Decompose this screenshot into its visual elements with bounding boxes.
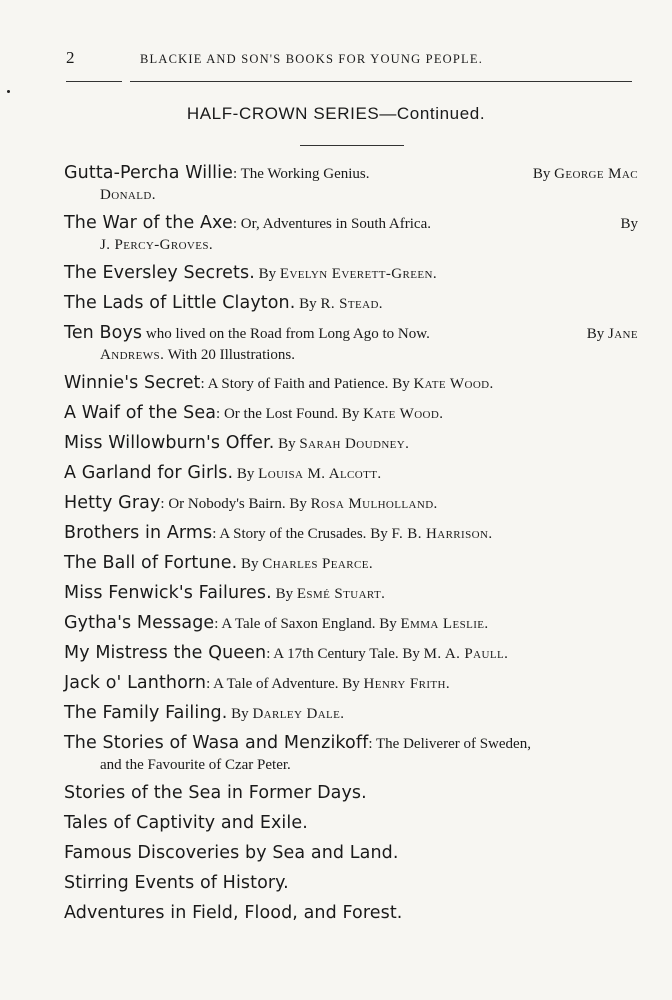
book-entry bbox=[64, 322, 638, 365]
book-title: Stories of the Sea in Former Days. bbox=[64, 783, 367, 803]
book-subtitle: : A 17th Century Tale. bbox=[266, 646, 399, 662]
book-author: Jane bbox=[607, 326, 638, 342]
book-author: Kate Wood. bbox=[363, 406, 444, 422]
book-title: Brothers in Arms bbox=[64, 523, 213, 543]
book-entry bbox=[64, 812, 638, 835]
book-author: George Mac bbox=[554, 166, 638, 182]
book-title: The War of the Axe bbox=[64, 213, 233, 233]
by-label: By bbox=[275, 586, 294, 602]
page-number: 2 bbox=[66, 48, 75, 67]
book-entry bbox=[64, 402, 638, 425]
book-author: Emma Leslie. bbox=[400, 616, 489, 632]
book-author-continued: Andrews. bbox=[100, 347, 165, 363]
book-title: The Ball of Fortune. bbox=[64, 553, 238, 573]
book-entry bbox=[64, 842, 638, 865]
book-subtitle: : Or, Adventures in South Africa. bbox=[232, 216, 431, 232]
book-title: Famous Discoveries by Sea and Land. bbox=[64, 843, 399, 863]
ink-speck bbox=[7, 90, 10, 93]
book-author: Darley Dale. bbox=[252, 706, 345, 722]
book-title: Miss Willowburn's Offer. bbox=[64, 433, 275, 453]
header-rule-left bbox=[66, 81, 122, 82]
book-title: The Lads of Little Clayton. bbox=[64, 293, 296, 313]
series-title: HALF-CROWN SERIES—Continued. bbox=[186, 104, 486, 123]
by-label: By bbox=[241, 556, 259, 572]
by-label: By bbox=[532, 166, 551, 182]
book-list bbox=[64, 162, 638, 925]
book-entry bbox=[64, 642, 638, 665]
by-label: By bbox=[620, 216, 638, 232]
book-title: A Garland for Girls. bbox=[64, 463, 234, 483]
header-rule-right bbox=[130, 81, 632, 82]
series-title-rule bbox=[300, 145, 404, 146]
by-label: By bbox=[392, 376, 410, 392]
by-label: By bbox=[342, 676, 360, 692]
by-label: By bbox=[341, 406, 360, 422]
book-subtitle: : A Story of the Crusades. bbox=[212, 526, 367, 542]
book-author: Charles Pearce. bbox=[262, 556, 373, 572]
book-subtitle: : A Tale of Saxon England. bbox=[214, 616, 376, 632]
book-title: Gytha's Message bbox=[64, 613, 215, 633]
by-label: By bbox=[231, 706, 249, 722]
book-author-continued: Donald. bbox=[100, 187, 156, 203]
book-author: Louisa M. Alcott. bbox=[258, 466, 382, 482]
book-title: The Stories of Wasa and Menzikoff bbox=[64, 733, 369, 753]
by-label: By bbox=[299, 296, 317, 312]
book-author: Kate Wood. bbox=[413, 376, 494, 392]
book-entry bbox=[64, 212, 638, 255]
book-entry bbox=[64, 872, 638, 895]
page-header bbox=[66, 48, 632, 72]
book-title: A Waif of the Sea bbox=[64, 403, 217, 423]
book-author: Evelyn Everett-Green. bbox=[279, 266, 437, 282]
book-title: Gutta-Percha Willie bbox=[64, 163, 233, 183]
book-author: R. Stead. bbox=[320, 296, 383, 312]
by-label: By bbox=[586, 326, 605, 342]
book-subtitle: : The Working Genius. bbox=[232, 166, 370, 182]
book-subtitle: : Or the Lost Found. bbox=[216, 406, 339, 422]
book-entry bbox=[64, 292, 638, 315]
by-label: By bbox=[379, 616, 397, 632]
book-author: Henry Frith. bbox=[363, 676, 450, 692]
book-entry bbox=[64, 262, 638, 285]
book-entry bbox=[64, 492, 638, 515]
book-entry bbox=[64, 702, 638, 725]
by-label: By bbox=[236, 466, 255, 482]
by-label: By bbox=[370, 526, 388, 542]
book-entry bbox=[64, 582, 638, 605]
book-title: Adventures in Field, Flood, and Forest. bbox=[64, 903, 403, 923]
book-entry bbox=[64, 672, 638, 695]
by-label: By bbox=[402, 646, 420, 662]
book-author: Esmé Stuart. bbox=[296, 586, 386, 602]
book-author: Sarah Doudney. bbox=[299, 436, 410, 452]
by-label: By bbox=[289, 496, 307, 512]
book-note: With 20 Illustrations. bbox=[164, 347, 296, 363]
book-author: J. Percy-Groves. bbox=[100, 237, 214, 253]
book-subtitle-continued: and the Favourite of Czar Peter. bbox=[100, 757, 291, 773]
book-entry bbox=[64, 372, 638, 395]
book-entry bbox=[64, 902, 638, 925]
book-subtitle: : The Deliverer of Sweden, bbox=[368, 736, 531, 752]
book-title: My Mistress the Queen bbox=[64, 643, 267, 663]
book-author: M. A. Paull. bbox=[423, 646, 509, 662]
book-subtitle: : A Tale of Adventure. bbox=[206, 676, 339, 692]
book-subtitle: who lived on the Road from Long Ago to Now. bbox=[142, 326, 430, 342]
book-entry bbox=[64, 462, 638, 485]
book-entry bbox=[64, 162, 638, 205]
book-subtitle: : A Story of Faith and Patience. bbox=[200, 376, 389, 392]
book-title: Stirring Events of History. bbox=[64, 873, 289, 893]
book-title: The Family Failing. bbox=[64, 703, 228, 723]
book-author: Rosa Mulholland. bbox=[310, 496, 438, 512]
book-entry bbox=[64, 432, 638, 455]
book-title: Jack o' Lanthorn bbox=[64, 673, 207, 693]
book-title: Hetty Gray bbox=[64, 493, 161, 513]
by-label: By bbox=[278, 436, 296, 452]
book-title: Tales of Captivity and Exile. bbox=[64, 813, 308, 833]
book-subtitle: : Or Nobody's Bairn. bbox=[160, 496, 286, 512]
running-head: BLACKIE AND SON'S BOOKS FOR YOUNG PEOPLE. bbox=[140, 52, 484, 66]
book-title: The Eversley Secrets. bbox=[64, 263, 255, 283]
book-entry bbox=[64, 552, 638, 575]
book-title: Ten Boys bbox=[64, 323, 143, 343]
book-entry bbox=[64, 732, 638, 775]
book-entry bbox=[64, 522, 638, 545]
book-entry bbox=[64, 612, 638, 635]
book-author: F. B. Harrison. bbox=[391, 526, 493, 542]
book-title: Miss Fenwick's Failures. bbox=[64, 583, 272, 603]
book-entry bbox=[64, 782, 638, 805]
by-label: By bbox=[258, 266, 277, 282]
book-title: Winnie's Secret bbox=[64, 373, 201, 393]
